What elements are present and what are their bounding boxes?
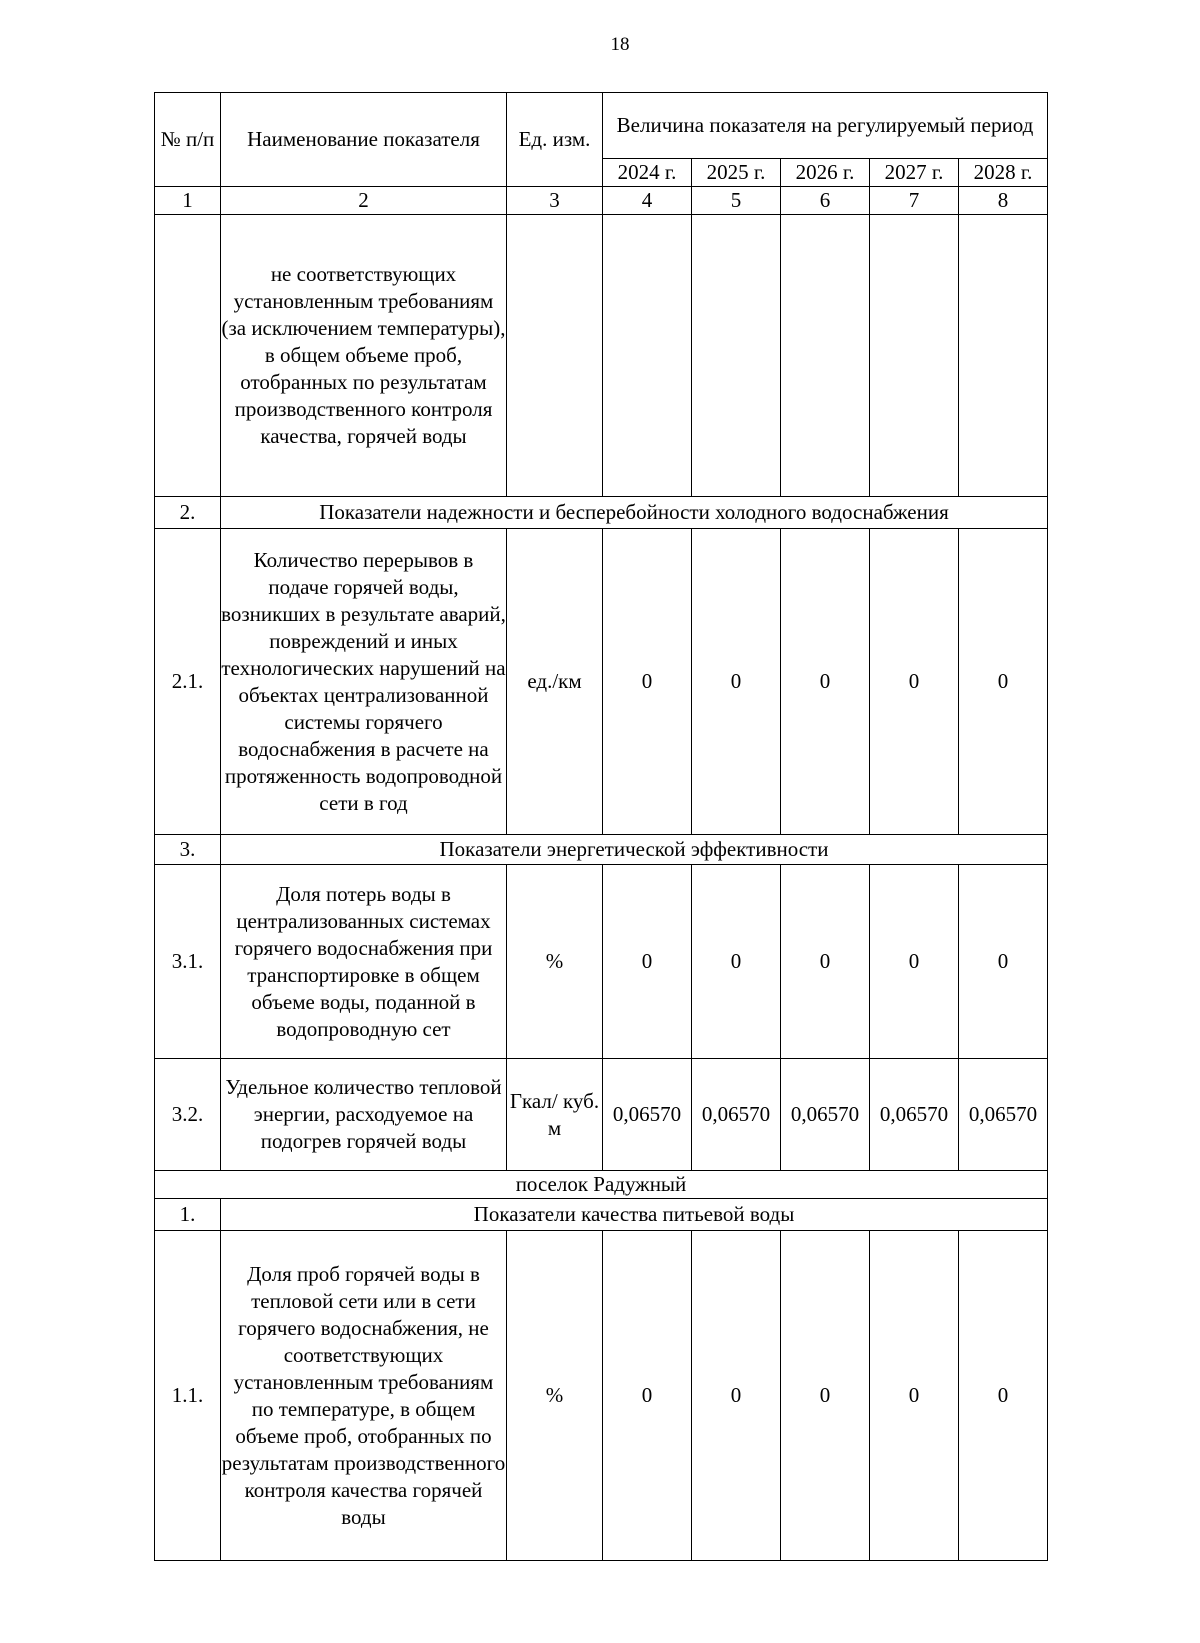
column-numbers-row xyxy=(155,187,1048,215)
table-row xyxy=(155,865,1048,1059)
row-value: 0 xyxy=(692,1231,781,1561)
row-value: 0 xyxy=(692,529,781,835)
row-value: 0,06570 xyxy=(692,1059,781,1171)
row-name: Доля потерь воды в централизованных системах горячего водоснабжения при транспортировке в общем объеме воды, поданной в водопроводную сет xyxy=(221,865,507,1059)
header-num: № п/п xyxy=(155,93,221,187)
indicators-table xyxy=(154,92,1048,1561)
row-value: 0 xyxy=(603,1231,692,1561)
row-num: 2.1. xyxy=(155,529,221,835)
row-name: Количество перерывов в подаче горячей воды, возникших в результате аварий, повреждений и иных технологических нарушений на объектах централизованной системы горячего водоснабжения в расчете на протяженность водопроводной сети в год xyxy=(221,529,507,835)
header-year: 2028 г. xyxy=(959,159,1048,187)
section-title: Показатели надежности и бесперебойности холодного водоснабжения xyxy=(221,497,1048,529)
column-number: 3 xyxy=(507,187,603,215)
row-unit: Гкал/ куб. м xyxy=(507,1059,603,1171)
settlement-title: поселок Радужный xyxy=(155,1171,1048,1199)
table-row xyxy=(155,215,1048,497)
section-row xyxy=(155,1199,1048,1231)
section-row xyxy=(155,835,1048,865)
row-num: 3.2. xyxy=(155,1059,221,1171)
header-year: 2026 г. xyxy=(781,159,870,187)
header-period: Величина показателя на регулируемый период xyxy=(603,93,1048,159)
row-value: 0 xyxy=(870,865,959,1059)
row-value xyxy=(603,215,692,497)
header-year: 2025 г. xyxy=(692,159,781,187)
page-number: 18 xyxy=(610,34,630,55)
header-year: 2027 г. xyxy=(870,159,959,187)
column-number: 7 xyxy=(870,187,959,215)
row-value: 0 xyxy=(959,529,1048,835)
column-number: 5 xyxy=(692,187,781,215)
section-num: 2. xyxy=(155,497,221,529)
column-number: 8 xyxy=(959,187,1048,215)
table-row xyxy=(155,1059,1048,1171)
column-number: 4 xyxy=(603,187,692,215)
row-num: 3.1. xyxy=(155,865,221,1059)
row-value: 0 xyxy=(781,865,870,1059)
row-name: Удельное количество тепловой энергии, расходуемое на подогрев горячей воды xyxy=(221,1059,507,1171)
row-value xyxy=(781,215,870,497)
row-unit xyxy=(507,215,603,497)
header-name: Наименование показателя xyxy=(221,93,507,187)
row-num xyxy=(155,215,221,497)
row-value: 0 xyxy=(870,529,959,835)
row-unit: % xyxy=(507,865,603,1059)
row-name: не соответствующих установленным требованиям (за исключением температуры), в общем объеме проб, отобранных по результатам производственного контроля качества, горячей воды xyxy=(221,215,507,497)
row-value: 0,06570 xyxy=(781,1059,870,1171)
section-row xyxy=(155,497,1048,529)
row-value: 0 xyxy=(870,1231,959,1561)
row-value xyxy=(692,215,781,497)
section-title: Показатели качества питьевой воды xyxy=(221,1199,1048,1231)
row-unit: % xyxy=(507,1231,603,1561)
column-number: 2 xyxy=(221,187,507,215)
header-unit: Ед. изм. xyxy=(507,93,603,187)
row-value: 0 xyxy=(959,1231,1048,1561)
row-value: 0,06570 xyxy=(959,1059,1048,1171)
column-number: 6 xyxy=(781,187,870,215)
table-row xyxy=(155,529,1048,835)
row-value: 0 xyxy=(603,865,692,1059)
row-value: 0,06570 xyxy=(870,1059,959,1171)
row-value: 0 xyxy=(781,529,870,835)
column-number: 1 xyxy=(155,187,221,215)
table-row xyxy=(155,1231,1048,1561)
section-title: Показатели энергетической эффективности xyxy=(221,835,1048,865)
settlement-row xyxy=(155,1171,1048,1199)
row-value xyxy=(959,215,1048,497)
row-value: 0,06570 xyxy=(603,1059,692,1171)
row-unit: ед./км xyxy=(507,529,603,835)
row-num: 1.1. xyxy=(155,1231,221,1561)
section-num: 1. xyxy=(155,1199,221,1231)
row-value: 0 xyxy=(959,865,1048,1059)
row-value: 0 xyxy=(603,529,692,835)
header-row xyxy=(155,93,1048,159)
row-name: Доля проб горячей воды в тепловой сети или в сети горячего водоснабжения, не соответствующих установленным требованиям по температуре, в общем объеме проб, отобранных по результатам производственного контроля качества горячей воды xyxy=(221,1231,507,1561)
section-num: 3. xyxy=(155,835,221,865)
row-value: 0 xyxy=(781,1231,870,1561)
header-year: 2024 г. xyxy=(603,159,692,187)
row-value xyxy=(870,215,959,497)
row-value: 0 xyxy=(692,865,781,1059)
